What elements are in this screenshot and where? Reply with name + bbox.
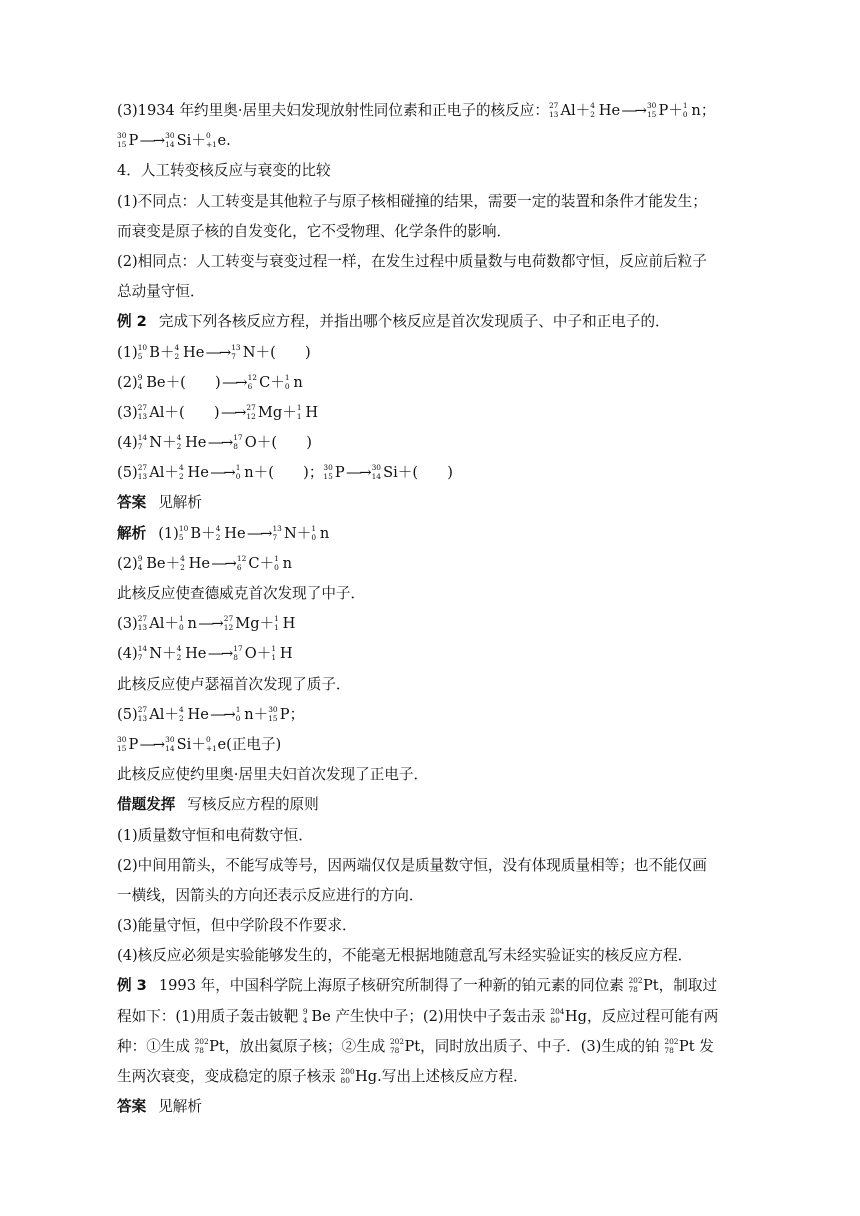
example-3-line: 种：①生成 202 78 Pt，放出氦原子核；②生成 202 78 Pt，同时放出质子、中子．(3)生成的铂 202 78 Pt 发 [117,1036,714,1055]
equation-line: (1) 10 5 B＋ 4 2 He ―→ 13 7 N＋( ) [117,342,311,361]
paragraph-line: 而衰变是原子核的自发变化，它不受物理、化学条件的影响． [117,222,512,240]
paragraph-line: (1)不同点：人工转变是其他粒子与原子核相碰撞的结果，需要一定的装置和条件才能发生； [117,192,707,210]
example-3-line: 生两次衰变，变成稳定的原子核汞 200 80 Hg.写出上述核反应方程． [117,1067,528,1085]
analysis-line: (5) 27 13 Al＋ 4 2 He ―→ 1 0 n＋ 30 15 P； [117,704,305,723]
paragraph-line: 总动量守恒． [117,283,205,301]
example-3-line: 程如下：(1)用质子轰击铍靶 9 4 Be 产生快中子；(2)用快中子轰击汞 204 80 Hg，反应过程可能有两 [117,1006,719,1025]
rule-line: (4)核反应必须是实验能够发生的，不能毫无根据地随意乱写未经实验证实的核反应方程． [117,947,693,965]
text-line: 30 15 P ―→ 30 14 Si＋ 0 +1 e. [117,131,231,150]
rule-line: (2)中间用箭头，不能写成等号，因两端仅仅是质量数守恒，没有体现质量相等；也不能仅画 [117,856,707,874]
equation-line: (2) 9 4 Be＋( ) ―→ 12 6 C＋ 1 0 n [117,372,303,391]
answer-label: 答案 [117,1098,147,1116]
example-3-line: 例 3 1993 年，中国科学院上海原子核研究所制得了一种新的铂元素的同位素 202 78 Pt，制取过 [117,976,718,995]
example-2-heading: 例 2 完成下列各核反应方程，并指出哪个核反应是首次发现质子、中子和正电子的． [117,313,670,331]
section-title: 4．人工转变核反应与衰变的比较 [117,162,331,180]
analysis-line: (4) 14 7 N＋ 4 2 He ―→ 17 8 O＋ 1 1 H [117,644,293,663]
analysis-note: 此核反应使约里奥·居里夫妇首次发现了正电子． [117,766,429,784]
paragraph-line: (2)相同点：人工转变与衰变过程一样，在发生过程中质量数与电荷数都守恒，反应前后粒子 [117,252,707,270]
document-page [117,96,817,1122]
example-label: 例 2 [117,313,147,331]
equation-line: (5) 27 13 Al＋ 4 2 He ―→ 1 0 n＋( )； 30 15 P ―→ 30 14 Si＋( ) [117,463,453,482]
answer-line: 答案 见解析 [117,494,202,512]
analysis-line: 解析 (1) 10 5 B＋ 4 2 He ―→ 13 7 N＋ 1 0 n [117,523,330,542]
rule-line: (3)能量守恒，但中学阶段不作要求． [117,917,357,935]
answer-label: 答案 [117,494,147,512]
example-label: 例 3 [117,977,147,995]
rule-line: (1)质量数守恒和电荷数守恒． [117,826,313,844]
tip-heading: 借题发挥 写核反应方程的原则 [117,796,319,814]
analysis-line: (2) 9 4 Be＋ 4 2 He ―→ 12 6 C＋ 1 0 n [117,553,293,572]
equation-line: (4) 14 7 N＋ 4 2 He ―→ 17 8 O＋( ) [117,433,312,452]
analysis-note: 此核反应使卢瑟福首次发现了质子． [117,675,351,693]
text-line: (3)1934 年约里奥·居里夫妇发现放射性同位素和正电子的核反应： 27 13 Al＋ 4 2 He ―→ 30 15 P＋ 1 0 n； [117,101,716,119]
answer-line: 答案 见解析 [117,1098,202,1116]
analysis-label: 解析 [117,524,147,542]
analysis-note: 此核反应使查德威克首次发现了中子． [117,585,366,602]
analysis-line: 30 15 P ―→ 30 14 Si＋ 0 +1 e(正电子) [117,734,282,753]
rule-line: 一横线，因箭头的方向还表示反应进行的方向． [117,886,424,904]
equation-line: (3) 27 13 Al＋( ) ―→ 27 12 Mg＋ 1 1 H [117,402,319,421]
tip-label: 借题发挥 [117,796,176,814]
analysis-line: (3) 27 13 Al＋ 1 0 n ―→ 27 12 Mg＋ 1 1 H [117,614,296,633]
